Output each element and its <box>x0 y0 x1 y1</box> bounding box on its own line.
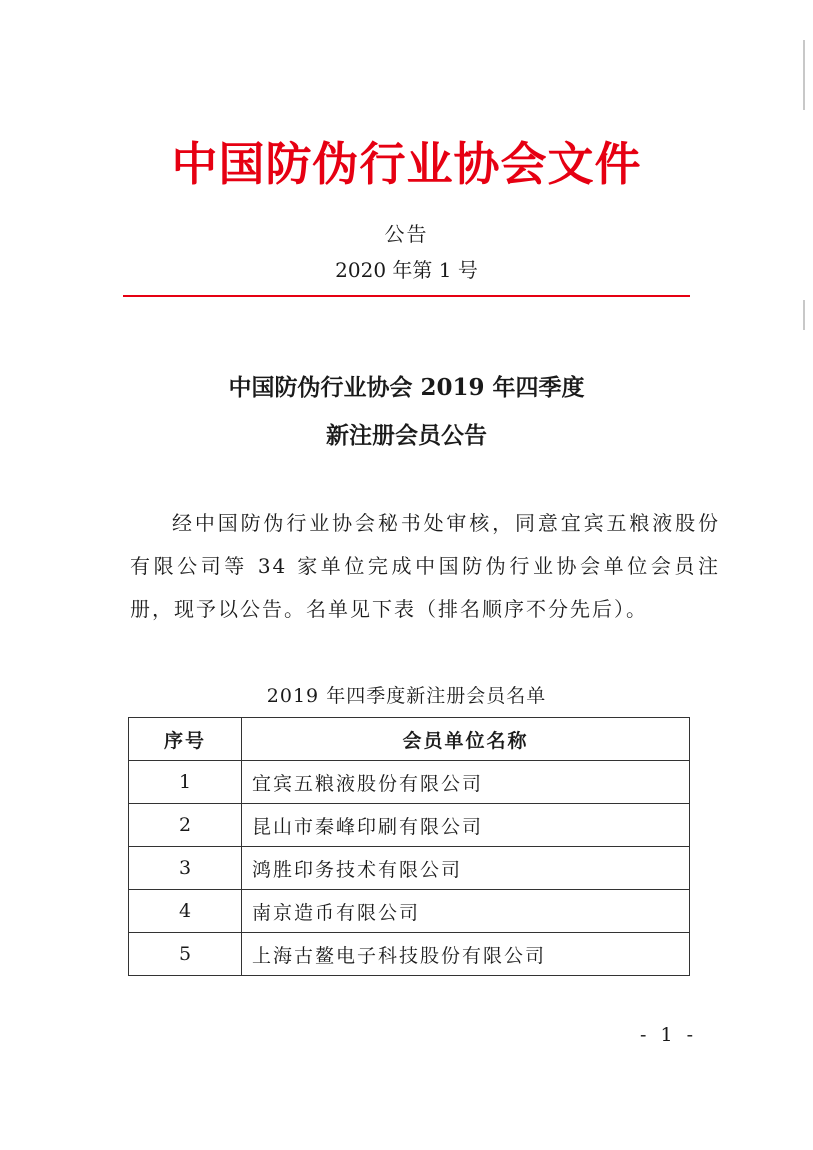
row-index: 2 <box>129 804 242 847</box>
row-member-name: 南京造币有限公司 <box>242 890 690 933</box>
row-member-name: 鸿胜印务技术有限公司 <box>242 847 690 890</box>
table-row <box>129 933 690 976</box>
row-index: 1 <box>129 761 242 804</box>
table-caption: 2019 年四季度新注册会员名单 <box>266 685 547 707</box>
table-row <box>129 890 690 933</box>
letterhead-divider <box>123 295 690 297</box>
notice-body: 经中国防伪行业协会秘书处审核，同意宜宾五粮液股份有限公司等 34 家单位完成中国防伪行业协会单位会员注册，现予以公告。名单见下表（排名顺序不分先后）。 <box>130 511 720 621</box>
row-index: 4 <box>129 890 242 933</box>
header-index: 序号 <box>129 718 242 761</box>
notice-title-line1: 中国防伪行业协会 2019 年四季度 <box>228 374 585 401</box>
table-header-row <box>129 718 690 761</box>
document-number: 2020 年第 1 号 <box>335 258 478 282</box>
row-member-name: 上海古鳌电子科技股份有限公司 <box>242 933 690 976</box>
notice-title-line2: 新注册会员公告 <box>326 422 487 449</box>
scan-edge-mark <box>803 40 805 110</box>
row-index: 5 <box>129 933 242 976</box>
row-member-name: 宜宾五粮液股份有限公司 <box>242 761 690 804</box>
table-row <box>129 761 690 804</box>
scan-edge-mark <box>803 300 805 330</box>
header-member-name: 会员单位名称 <box>242 718 690 761</box>
page-number: - 1 - <box>640 1024 698 1046</box>
document-type: 公告 <box>384 222 429 246</box>
letterhead-title: 中国防伪行业协会文件 <box>171 137 642 191</box>
row-index: 3 <box>129 847 242 890</box>
table-row <box>129 847 690 890</box>
row-member-name: 昆山市秦峰印刷有限公司 <box>242 804 690 847</box>
member-table <box>128 717 690 976</box>
table-row <box>129 804 690 847</box>
